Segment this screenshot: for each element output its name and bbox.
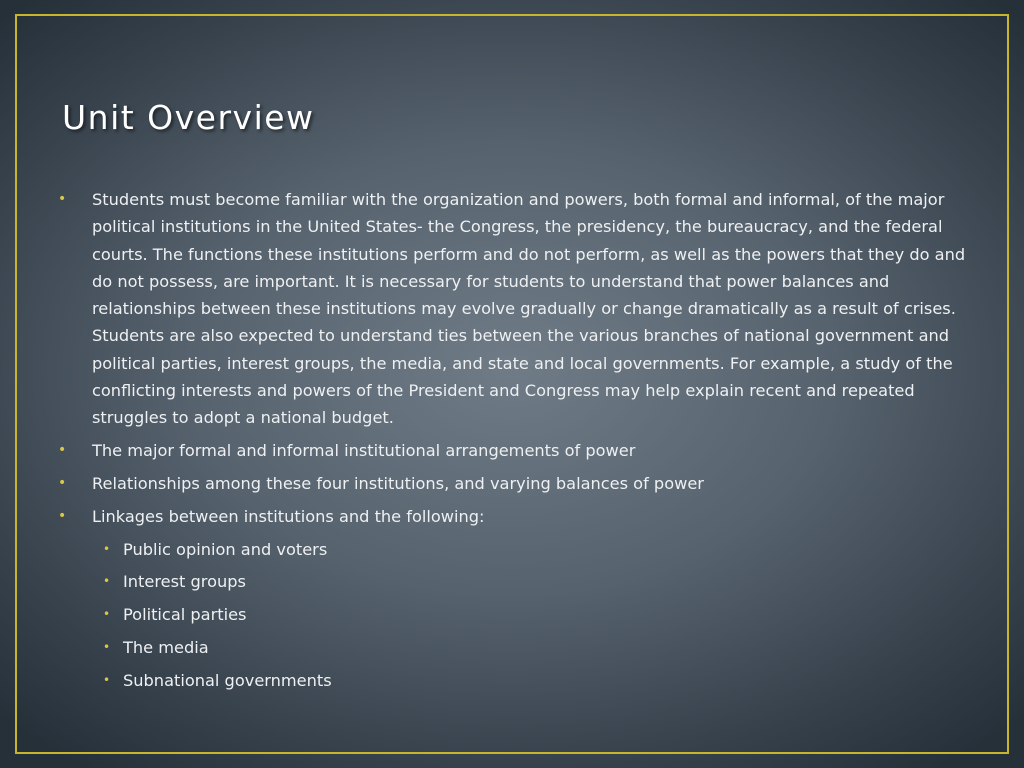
- sub-bullet-text: Interest groups: [123, 572, 246, 592]
- bullet-text: The major formal and informal institutional arrangements of power: [92, 441, 636, 461]
- bullet-text: Linkages between institutions and the following:: [92, 506, 485, 526]
- bullet-icon: •: [58, 191, 67, 207]
- bullet-item: [58, 186, 970, 432]
- sub-bullet-icon: •: [103, 639, 111, 654]
- bullet-item: [58, 437, 970, 464]
- sub-bullet-icon: •: [103, 607, 111, 622]
- sub-bullet-icon: •: [103, 541, 111, 556]
- bullet-icon: •: [58, 442, 67, 459]
- bullet-item: [58, 503, 970, 530]
- sub-bullet-item: [58, 634, 970, 661]
- sub-bullet-text: Public opinion and voters: [123, 539, 328, 559]
- sub-bullet-item: [58, 536, 970, 563]
- sub-bullet-icon: •: [103, 574, 111, 589]
- sub-bullet-item: [58, 601, 970, 628]
- bullet-icon: •: [58, 474, 67, 491]
- sub-bullet-text: The media: [123, 637, 209, 657]
- sub-bullet-item: [58, 568, 970, 595]
- slide-body: [58, 186, 970, 700]
- bullet-icon: •: [58, 507, 67, 524]
- bullet-text: Students must become familiar with the organization and powers, both formal and informal, of the major political institutions in the United States- the Congress, the presidency, the bureaucracy, and the federal courts. The functions these institutions perform and do not perform, as well as the powers that they do and do not possess, are important. It is necessary for students to understand that power balances and relationships between these institutions may evolve gradually or change dramatically as a result of crises. Students are also expected to understand ties between the various branches of national government and political parties, interest groups, the media, and state and local governments. For example, a study of the conflicting interests and powers of the President and Congress may help explain recent and repeated struggles to adopt a national budget.: [92, 190, 966, 428]
- bullet-item: [58, 470, 970, 497]
- sub-bullet-text: Subnational governments: [123, 670, 332, 690]
- sub-bullet-text: Political parties: [123, 605, 247, 625]
- bullet-text: Relationships among these four institutions, and varying balances of power: [92, 473, 704, 493]
- sub-bullet-icon: •: [103, 672, 111, 687]
- sub-bullet-item: [58, 667, 970, 694]
- slide-title: Unit Overview: [62, 98, 315, 137]
